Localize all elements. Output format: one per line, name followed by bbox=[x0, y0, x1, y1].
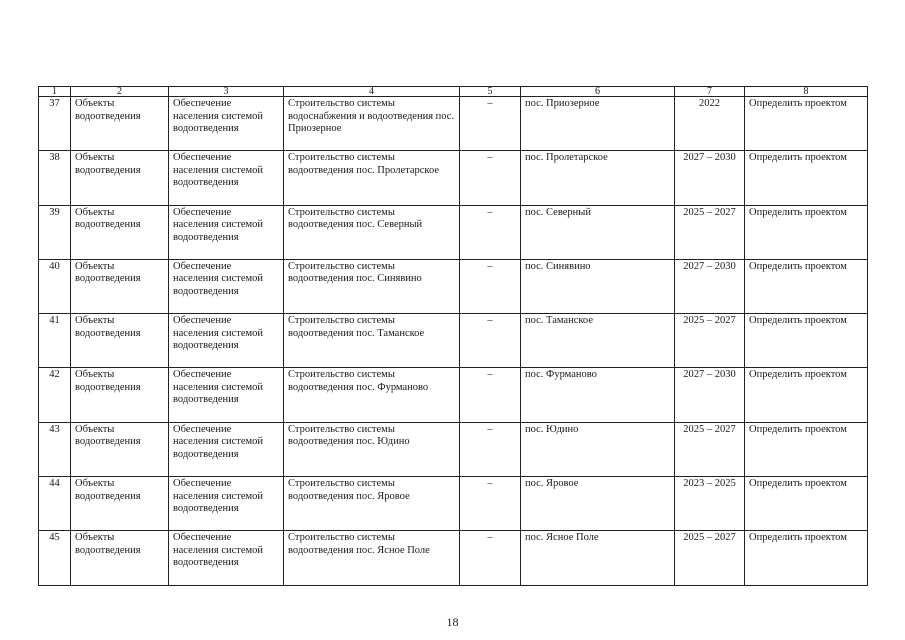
cell-col5: – bbox=[460, 368, 521, 422]
cell-source: Определить проектом bbox=[745, 259, 868, 313]
cell-purpose: Обеспечение населения системой водоотведения bbox=[169, 151, 284, 205]
cell-period: 2023 – 2025 bbox=[675, 477, 745, 531]
header-cell: 5 bbox=[460, 87, 521, 97]
cell-source: Определить проектом bbox=[745, 205, 868, 259]
cell-number: 38 bbox=[39, 151, 71, 205]
header-cell: 2 bbox=[71, 87, 169, 97]
cell-description: Строительство системы водоотведения пос. Юдино bbox=[284, 422, 460, 476]
cell-description: Строительство системы водоотведения пос. Яровое bbox=[284, 477, 460, 531]
cell-purpose: Обеспечение населения системой водоотведения bbox=[169, 205, 284, 259]
table-row bbox=[39, 368, 868, 422]
cell-source: Определить проектом bbox=[745, 422, 868, 476]
cell-source: Определить проектом bbox=[745, 477, 868, 531]
cell-period: 2022 bbox=[675, 97, 745, 151]
cell-period: 2025 – 2027 bbox=[675, 531, 745, 585]
cell-location: пос. Пролетарское bbox=[521, 151, 675, 205]
cell-number: 37 bbox=[39, 97, 71, 151]
cell-description: Строительство системы водоснабжения и водоотведения пос. Приозерное bbox=[284, 97, 460, 151]
cell-col5: – bbox=[460, 259, 521, 313]
cell-description: Строительство системы водоотведения пос. Пролетарское bbox=[284, 151, 460, 205]
cell-location: пос. Таманское bbox=[521, 314, 675, 368]
cell-period: 2027 – 2030 bbox=[675, 259, 745, 313]
table-header bbox=[39, 87, 868, 97]
cell-source: Определить проектом bbox=[745, 151, 868, 205]
cell-location: пос. Ясное Поле bbox=[521, 531, 675, 585]
header-cell: 8 bbox=[745, 87, 868, 97]
cell-purpose: Обеспечение населения системой водоотведения bbox=[169, 97, 284, 151]
table-row bbox=[39, 151, 868, 205]
data-table bbox=[38, 86, 868, 586]
cell-location: пос. Яровое bbox=[521, 477, 675, 531]
cell-location: пос. Юдино bbox=[521, 422, 675, 476]
cell-number: 42 bbox=[39, 368, 71, 422]
cell-object: Объекты водоотведения bbox=[71, 97, 169, 151]
cell-purpose: Обеспечение населения системой водоотведения bbox=[169, 314, 284, 368]
cell-number: 39 bbox=[39, 205, 71, 259]
cell-number: 41 bbox=[39, 314, 71, 368]
cell-object: Объекты водоотведения bbox=[71, 477, 169, 531]
cell-purpose: Обеспечение населения системой водоотведения bbox=[169, 259, 284, 313]
cell-object: Объекты водоотведения bbox=[71, 151, 169, 205]
table-row bbox=[39, 477, 868, 531]
cell-location: пос. Синявино bbox=[521, 259, 675, 313]
cell-source: Определить проектом bbox=[745, 97, 868, 151]
header-cell: 7 bbox=[675, 87, 745, 97]
cell-number: 45 bbox=[39, 531, 71, 585]
cell-period: 2027 – 2030 bbox=[675, 151, 745, 205]
cell-purpose: Обеспечение населения системой водоотведения bbox=[169, 477, 284, 531]
cell-purpose: Обеспечение населения системой водоотведения bbox=[169, 368, 284, 422]
cell-object: Объекты водоотведения bbox=[71, 314, 169, 368]
cell-period: 2025 – 2027 bbox=[675, 205, 745, 259]
cell-source: Определить проектом bbox=[745, 531, 868, 585]
cell-number: 43 bbox=[39, 422, 71, 476]
cell-description: Строительство системы водоотведения пос. Таманское bbox=[284, 314, 460, 368]
header-cell: 4 bbox=[284, 87, 460, 97]
table-row bbox=[39, 205, 868, 259]
cell-col5: – bbox=[460, 477, 521, 531]
cell-period: 2025 – 2027 bbox=[675, 314, 745, 368]
cell-col5: – bbox=[460, 314, 521, 368]
header-cell: 6 bbox=[521, 87, 675, 97]
cell-object: Объекты водоотведения bbox=[71, 205, 169, 259]
header-row bbox=[39, 87, 868, 97]
header-cell: 3 bbox=[169, 87, 284, 97]
table-row bbox=[39, 97, 868, 151]
cell-purpose: Обеспечение населения системой водоотведения bbox=[169, 531, 284, 585]
cell-col5: – bbox=[460, 531, 521, 585]
cell-col5: – bbox=[460, 205, 521, 259]
cell-location: пос. Северный bbox=[521, 205, 675, 259]
cell-period: 2027 – 2030 bbox=[675, 368, 745, 422]
cell-col5: – bbox=[460, 97, 521, 151]
cell-location: пос. Фурманово bbox=[521, 368, 675, 422]
cell-description: Строительство системы водоотведения пос. Северный bbox=[284, 205, 460, 259]
cell-number: 40 bbox=[39, 259, 71, 313]
cell-object: Объекты водоотведения bbox=[71, 368, 169, 422]
cell-description: Строительство системы водоотведения пос. Синявино bbox=[284, 259, 460, 313]
header-cell: 1 bbox=[39, 87, 71, 97]
table-row bbox=[39, 259, 868, 313]
cell-number: 44 bbox=[39, 477, 71, 531]
cell-description: Строительство системы водоотведения пос. Фурманово bbox=[284, 368, 460, 422]
cell-col5: – bbox=[460, 151, 521, 205]
cell-purpose: Обеспечение населения системой водоотведения bbox=[169, 422, 284, 476]
cell-object: Объекты водоотведения bbox=[71, 422, 169, 476]
cell-source: Определить проектом bbox=[745, 368, 868, 422]
cell-location: пос. Приозерное bbox=[521, 97, 675, 151]
table-row bbox=[39, 314, 868, 368]
page-number: 18 bbox=[446, 615, 459, 629]
cell-col5: – bbox=[460, 422, 521, 476]
table-body bbox=[39, 97, 868, 586]
cell-period: 2025 – 2027 bbox=[675, 422, 745, 476]
cell-object: Объекты водоотведения bbox=[71, 259, 169, 313]
cell-description: Строительство системы водоотведения пос. Ясное Поле bbox=[284, 531, 460, 585]
table-row bbox=[39, 531, 868, 585]
table-row bbox=[39, 422, 868, 476]
cell-object: Объекты водоотведения bbox=[71, 531, 169, 585]
cell-source: Определить проектом bbox=[745, 314, 868, 368]
